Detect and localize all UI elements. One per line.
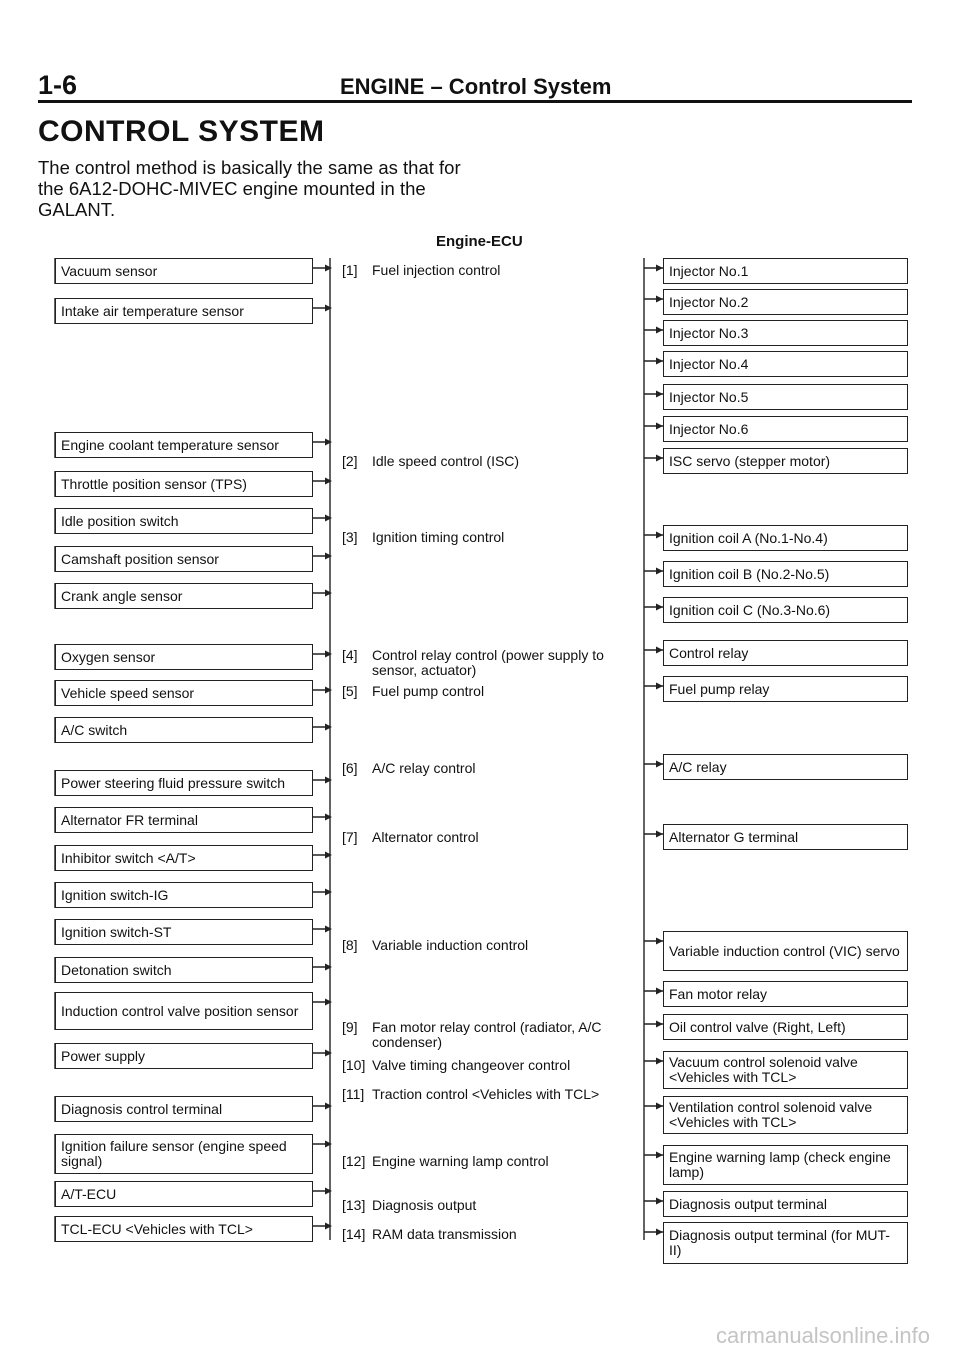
control-label: Fan motor relay control (radiator, A/C condenser) [372,1019,602,1050]
control-label: Variable induction control [372,937,529,953]
control-number: [3] [342,529,358,545]
output-box: Fuel pump relay [663,676,908,702]
input-arrow [325,687,332,694]
output-arrow [656,327,663,334]
output-box: Injector No.3 [663,320,908,346]
output-arrow [656,358,663,365]
input-box: TCL-ECU <Vehicles with TCL> [55,1216,313,1242]
output-box: A/C relay [663,754,908,780]
input-arrow [325,777,332,784]
output-box: Diagnosis output terminal [663,1191,908,1217]
control-label: Fuel pump control [372,683,485,699]
input-box: Power supply [55,1043,313,1069]
input-arrow [325,724,332,731]
control-number: [12] [342,1153,366,1169]
input-box: Vacuum sensor [55,258,313,284]
output-box: Control relay [663,640,908,666]
control-number: [11] [342,1086,365,1102]
output-box: Injector No.2 [663,289,908,315]
watermark: carmanualsonline.info [715,1323,930,1348]
ecu-title: Engine-ECU [436,233,523,250]
input-box: Power steering fluid pressure switch [55,770,313,796]
input-box: Ignition switch-ST [55,919,313,945]
control-item [342,684,642,699]
input-box: Crank angle sensor [55,583,313,609]
input-arrow [325,553,332,560]
output-arrow [656,988,663,995]
output-arrow [656,1103,663,1110]
output-box: Ignition coil C (No.3-No.6) [663,597,908,623]
output-arrow [656,604,663,611]
control-item [342,454,642,469]
input-arrow [325,999,332,1006]
input-arrow [325,926,332,933]
page-header-title: ENGINE – Control System [340,74,612,99]
section-title: CONTROL SYSTEM [38,115,325,148]
output-box: Oil control valve (Right, Left) [663,1014,908,1040]
output-arrow [656,938,663,945]
intro-paragraph: The control method is basically the same as that for the 6A12-DOHC-MIVEC engine mounted in the GALANT. [38,157,461,220]
control-item [342,1020,642,1050]
output-box: Diagnosis output terminal (for MUT-II) [663,1222,908,1264]
control-number: [8] [342,937,358,953]
control-item [342,648,642,678]
input-arrow [325,889,332,896]
control-number: [4] [342,647,358,663]
output-arrow [656,532,663,539]
output-arrow [656,423,663,430]
output-arrow [656,568,663,575]
control-label: Diagnosis output [372,1197,477,1213]
control-label: Alternator control [372,829,479,845]
output-box: Ignition coil A (No.1-No.4) [663,525,908,551]
input-arrow [325,439,332,446]
control-label: Idle speed control (ISC) [372,453,520,469]
control-item [342,530,642,545]
control-label: Control relay control (power supply to sensor, actuator) [372,647,604,678]
control-item [342,263,642,278]
control-number: [6] [342,760,358,776]
control-item [342,938,642,953]
control-number: [5] [342,683,358,699]
input-box: Detonation switch [55,957,313,983]
input-box: Camshaft position sensor [55,546,313,572]
control-number: [13] [342,1197,366,1213]
input-arrow [325,1141,332,1148]
output-box: Engine warning lamp (check engine lamp) [663,1145,908,1185]
output-box: Alternator G terminal [663,824,908,850]
output-arrow [656,296,663,303]
input-arrow [325,478,332,485]
control-number: [7] [342,829,358,845]
input-arrow [325,590,332,597]
input-box: Intake air temperature sensor [55,298,313,324]
input-arrow [325,852,332,859]
control-label: Valve timing changeover control [372,1057,571,1073]
control-label: A/C relay control [372,760,476,776]
input-arrow [325,1103,332,1110]
control-item [342,761,642,776]
output-box: Ignition coil B (No.2-No.5) [663,561,908,587]
output-arrow [656,265,663,272]
control-item [342,1227,642,1242]
page-number: 1-6 [38,70,78,100]
input-arrow [325,305,332,312]
input-arrow [325,964,332,971]
control-item [342,1058,642,1073]
input-arrow [325,1188,332,1195]
output-arrow [656,1021,663,1028]
control-number: [10] [342,1057,366,1073]
output-arrow [656,683,663,690]
control-number: [1] [342,262,358,278]
output-arrow [656,1058,663,1065]
control-number: [14] [342,1226,366,1242]
input-box: Inhibitor switch <A/T> [55,845,313,871]
output-box: Injector No.1 [663,258,908,284]
input-box: Diagnosis control terminal [55,1096,313,1122]
input-arrow [325,515,332,522]
output-arrow [656,1198,663,1205]
output-arrow [656,647,663,654]
input-box: A/C switch [55,717,313,743]
control-item [342,1154,642,1169]
output-arrow [656,1152,663,1159]
input-box: Idle position switch [55,508,313,534]
output-box: Fan motor relay [663,981,908,1007]
input-box: Ignition failure sensor (engine speed signal) [55,1134,313,1174]
output-arrow [656,761,663,768]
control-label: Fuel injection control [372,262,501,278]
input-box: Ignition switch-IG [55,882,313,908]
control-label: Traction control <Vehicles with TCL> [372,1086,600,1102]
output-arrow [656,391,663,398]
input-box: A/T-ECU [55,1181,313,1207]
output-box: Variable induction control (VIC) servo [663,931,908,971]
input-box: Oxygen sensor [55,644,313,670]
control-number: [2] [342,453,358,469]
input-box: Induction control valve position sensor [55,992,313,1030]
output-box: ISC servo (stepper motor) [663,448,908,474]
input-arrow [325,265,332,272]
control-label: Engine warning lamp control [372,1153,549,1169]
input-box: Throttle position sensor (TPS) [55,471,313,497]
input-arrow [325,1050,332,1057]
output-arrow [656,831,663,838]
control-label: Ignition timing control [372,529,505,545]
output-box: Injector No.4 [663,351,908,377]
output-arrow [656,1229,663,1236]
input-box: Vehicle speed sensor [55,680,313,706]
control-number: [9] [342,1019,358,1035]
input-arrow [325,814,332,821]
input-arrow [325,651,332,658]
control-label: RAM data transmission [372,1226,517,1242]
input-arrow [325,1223,332,1230]
output-box: Injector No.5 [663,384,908,410]
control-item [342,1087,642,1102]
control-item [342,830,642,845]
output-arrow [656,455,663,462]
control-item [342,1198,642,1213]
input-box: Alternator FR terminal [55,807,313,833]
output-box: Ventilation control solenoid valve <Vehicles with TCL> [663,1096,908,1134]
output-box: Injector No.6 [663,416,908,442]
output-box: Vacuum control solenoid valve <Vehicles with TCL> [663,1051,908,1089]
input-box: Engine coolant temperature sensor [55,432,313,458]
